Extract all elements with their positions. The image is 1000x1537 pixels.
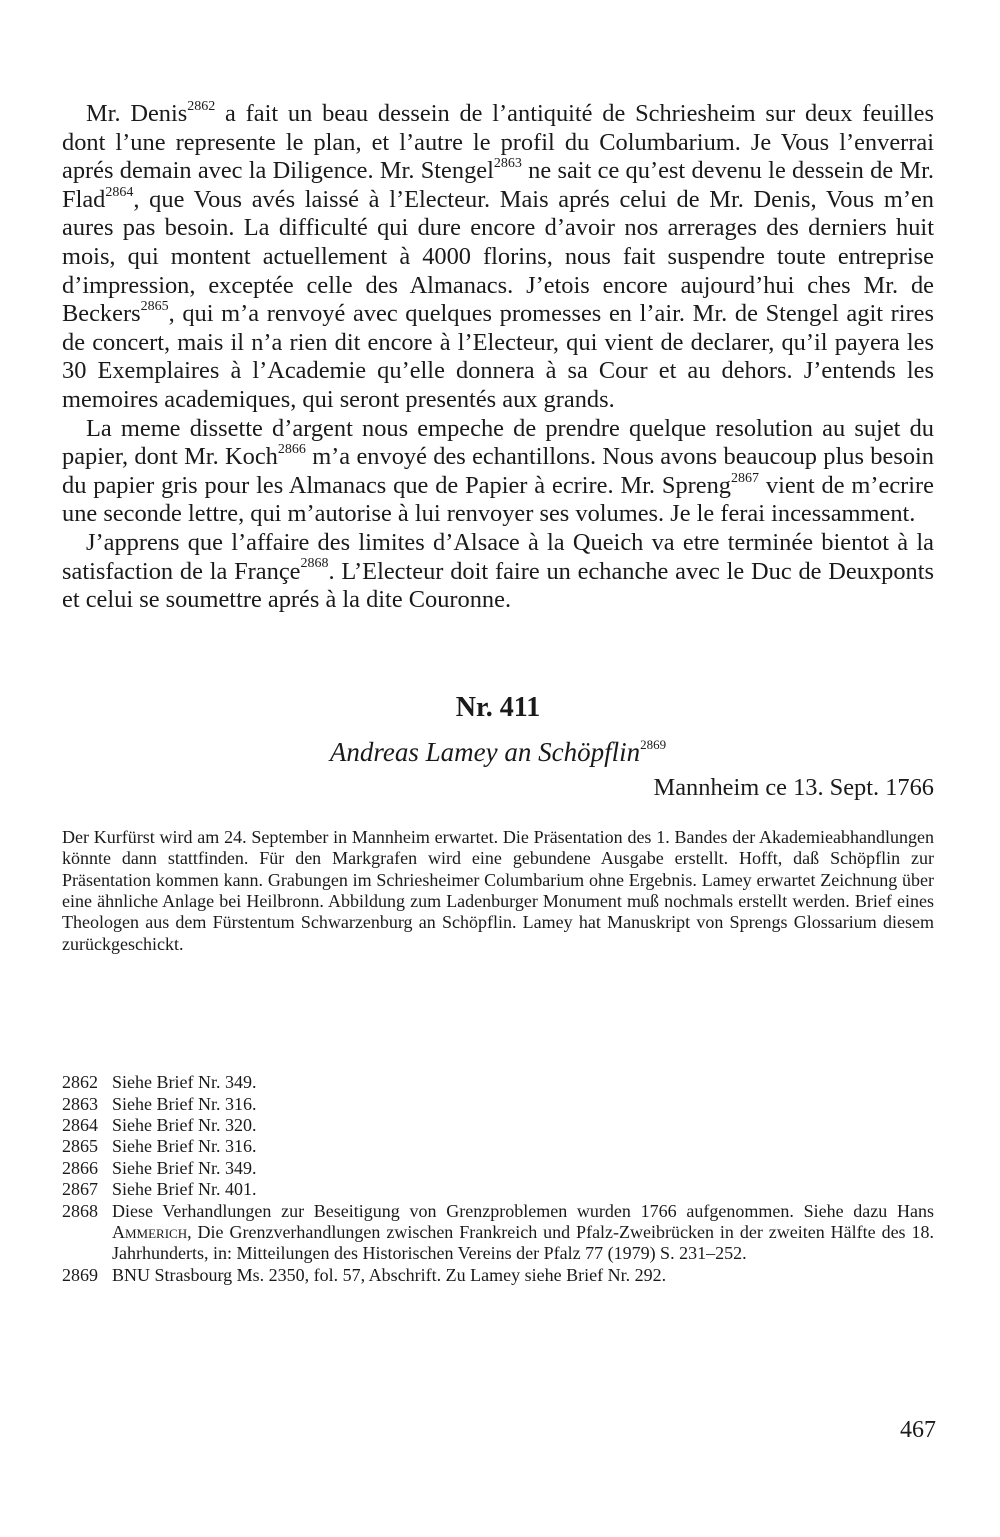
footnote-number: 2866: [62, 1157, 98, 1178]
text-run: vient de m’ecrire une seconde lettre, qui m’autorise à lui renvoyer ses volumes. Je le ferai incessamment.: [62, 471, 934, 528]
text-run: J’apprens que l’affaire des limites d’Alsace à la Queich va etre terminée bientot à la satisfaction de la Françe: [62, 528, 934, 585]
text-run: Diese Verhandlungen zur Beseitigung von Grenzproblemen wurden 1766 aufgenommen. Siehe dazu Hans: [112, 1200, 934, 1221]
footnote-number: 2862: [62, 1072, 98, 1093]
footnote: [62, 1201, 934, 1265]
letter-title: [62, 735, 934, 769]
footnote-text: Siehe Brief Nr. 349.: [112, 1157, 257, 1178]
letter-title-text: Andreas Lamey an Schöpflin: [329, 736, 641, 767]
footnote-text: Siehe Brief Nr. 349.: [112, 1072, 257, 1093]
footnote-ref[interactable]: 2869: [640, 736, 667, 752]
footnote: [62, 1072, 934, 1093]
body-paragraph: [62, 415, 934, 529]
page: [62, 100, 934, 1286]
footnote-text: BNU Strasbourg Ms. 2350, fol. 57, Abschrift. Zu Lamey siehe Brief Nr. 292.: [112, 1264, 667, 1285]
footnote-ref[interactable]: 2868: [300, 556, 329, 572]
text-run: a fait un beau dessein de l’antiquité de Schriesheim sur deux feuilles dont l’une represente le plan, et l’autre le profil du Columbarium. Je Vous l’enverrai aprés demain avec la Diligence. Mr. Stengel: [62, 100, 935, 185]
footnote-ref[interactable]: 2867: [731, 470, 759, 486]
letter-header: [62, 691, 934, 769]
text-run: ne sait ce qu’est devenu le dessein de Mr. Flad: [62, 157, 935, 213]
footnote-number: 2867: [62, 1179, 98, 1200]
footnote-ref[interactable]: 2866: [277, 442, 306, 457]
text-run: La meme dissette d’argent nous empeche de prendre quelque resolution au sujet du papier, dont Mr. Koch: [62, 414, 934, 471]
footnote: [62, 1115, 934, 1136]
footnote-ref[interactable]: 2863: [493, 156, 522, 172]
footnote: [62, 1094, 934, 1115]
footnote: [62, 1265, 934, 1286]
footnote: [62, 1158, 934, 1179]
body-paragraph: [62, 529, 934, 615]
footnote: [62, 1136, 934, 1157]
footnote-ref[interactable]: 2864: [105, 184, 134, 200]
text-run: m’a envoyé des echantillons. Nous avons beaucoup plus besoin du papier gris pour les Almanacs que de Papier à ecrire. Mr. Spreng: [62, 443, 934, 499]
footnote-text: Siehe Brief Nr. 320.: [112, 1114, 257, 1135]
footnote-number: 2863: [62, 1093, 98, 1114]
footnote-number: 2864: [62, 1114, 98, 1135]
letter-place-date: Mannheim ce 13. Sept. 1766: [653, 773, 934, 801]
footnote-ref[interactable]: 2862: [187, 98, 216, 114]
text-run: Mr. Denis: [86, 100, 188, 127]
footnote-text: Siehe Brief Nr. 401.: [112, 1179, 257, 1200]
text-run: , qui m’a renvoyé avec quelques promesses en l’air. Mr. de Stengel agit rires de concert, mais il n’a rien dit encore à l’Electeur, qui vient de declarer, qu’il payera les 30 Exemplaires à l’Academie qu’elle donnera à sa Cour et au dehors. J’entends les memoires academiques, qui seront presentés aux grands.: [62, 300, 934, 413]
footnote-text: [112, 1201, 934, 1265]
letter-body: [62, 100, 934, 615]
footnote-ref[interactable]: 2865: [140, 299, 169, 315]
footnotes: [62, 1072, 934, 1286]
text-run: . L’Electeur doit faire un echanche avec le Duc de Deuxponts et celui se soumettre aprés à la dite Couronne.: [62, 557, 934, 614]
page-number: 467: [900, 1417, 936, 1443]
body-paragraph: [62, 100, 934, 415]
footnote-text: Siehe Brief Nr. 316.: [112, 1093, 257, 1114]
footnote-text: Siehe Brief Nr. 316.: [112, 1136, 257, 1157]
author-name: Ammerich: [112, 1221, 188, 1242]
footnote: [62, 1179, 934, 1200]
footnote-number: 2865: [62, 1136, 98, 1157]
footnote-number: 2869: [62, 1264, 98, 1285]
letter-number: Nr. 411: [455, 691, 541, 723]
letter-summary: Der Kurfürst wird am 24. September in Mannheim erwartet. Die Präsentation des 1. Bandes der Akademieabhandlungen könnte dann stattfinden. Für den Markgrafen wird eine gebundene Ausgabe erstellt. Hofft, daß Schöpflin zur Präsentation kommen kann. Grabungen im Schriesheimer Columbarium ohne Ergebnis. Lamey erwartet Zeichnung über eine ähnliche Anlage bei Heilbronn. Abbildung zum Ladenburger Monument muß nochmals erstellt werden. Brief eines Theologen aus dem Fürstentum Schwarzenburg an Schöpflin. Lamey hat Manuskript von Sprengs Glossarium diesem zurückgeschickt.: [62, 826, 934, 954]
footnote-number: 2868: [62, 1200, 98, 1221]
text-run: , Die Grenzverhandlungen zwischen Frankreich und Pfalz-Zweibrücken in der zweiten Hälfte des 18. Jahrhunderts, in: Mitteilungen des Historischen Vereins der Pfalz 77 (1979) S. 231–252.: [112, 1221, 934, 1264]
text-run: , que Vous avés laissé à l’Electeur. Mais aprés celui de Mr. Denis, Vous m’en aures pas besoin. La difficulté qui dure encore d’avoir nos arrerages des derniers huit mois, qui montent actuellement à 4000 florins, nous fait suspendre toute entreprise d’impression, exceptée celle des Almanacs. J’etois encore aujourd’hui ches Mr. de Beckers: [62, 185, 934, 328]
